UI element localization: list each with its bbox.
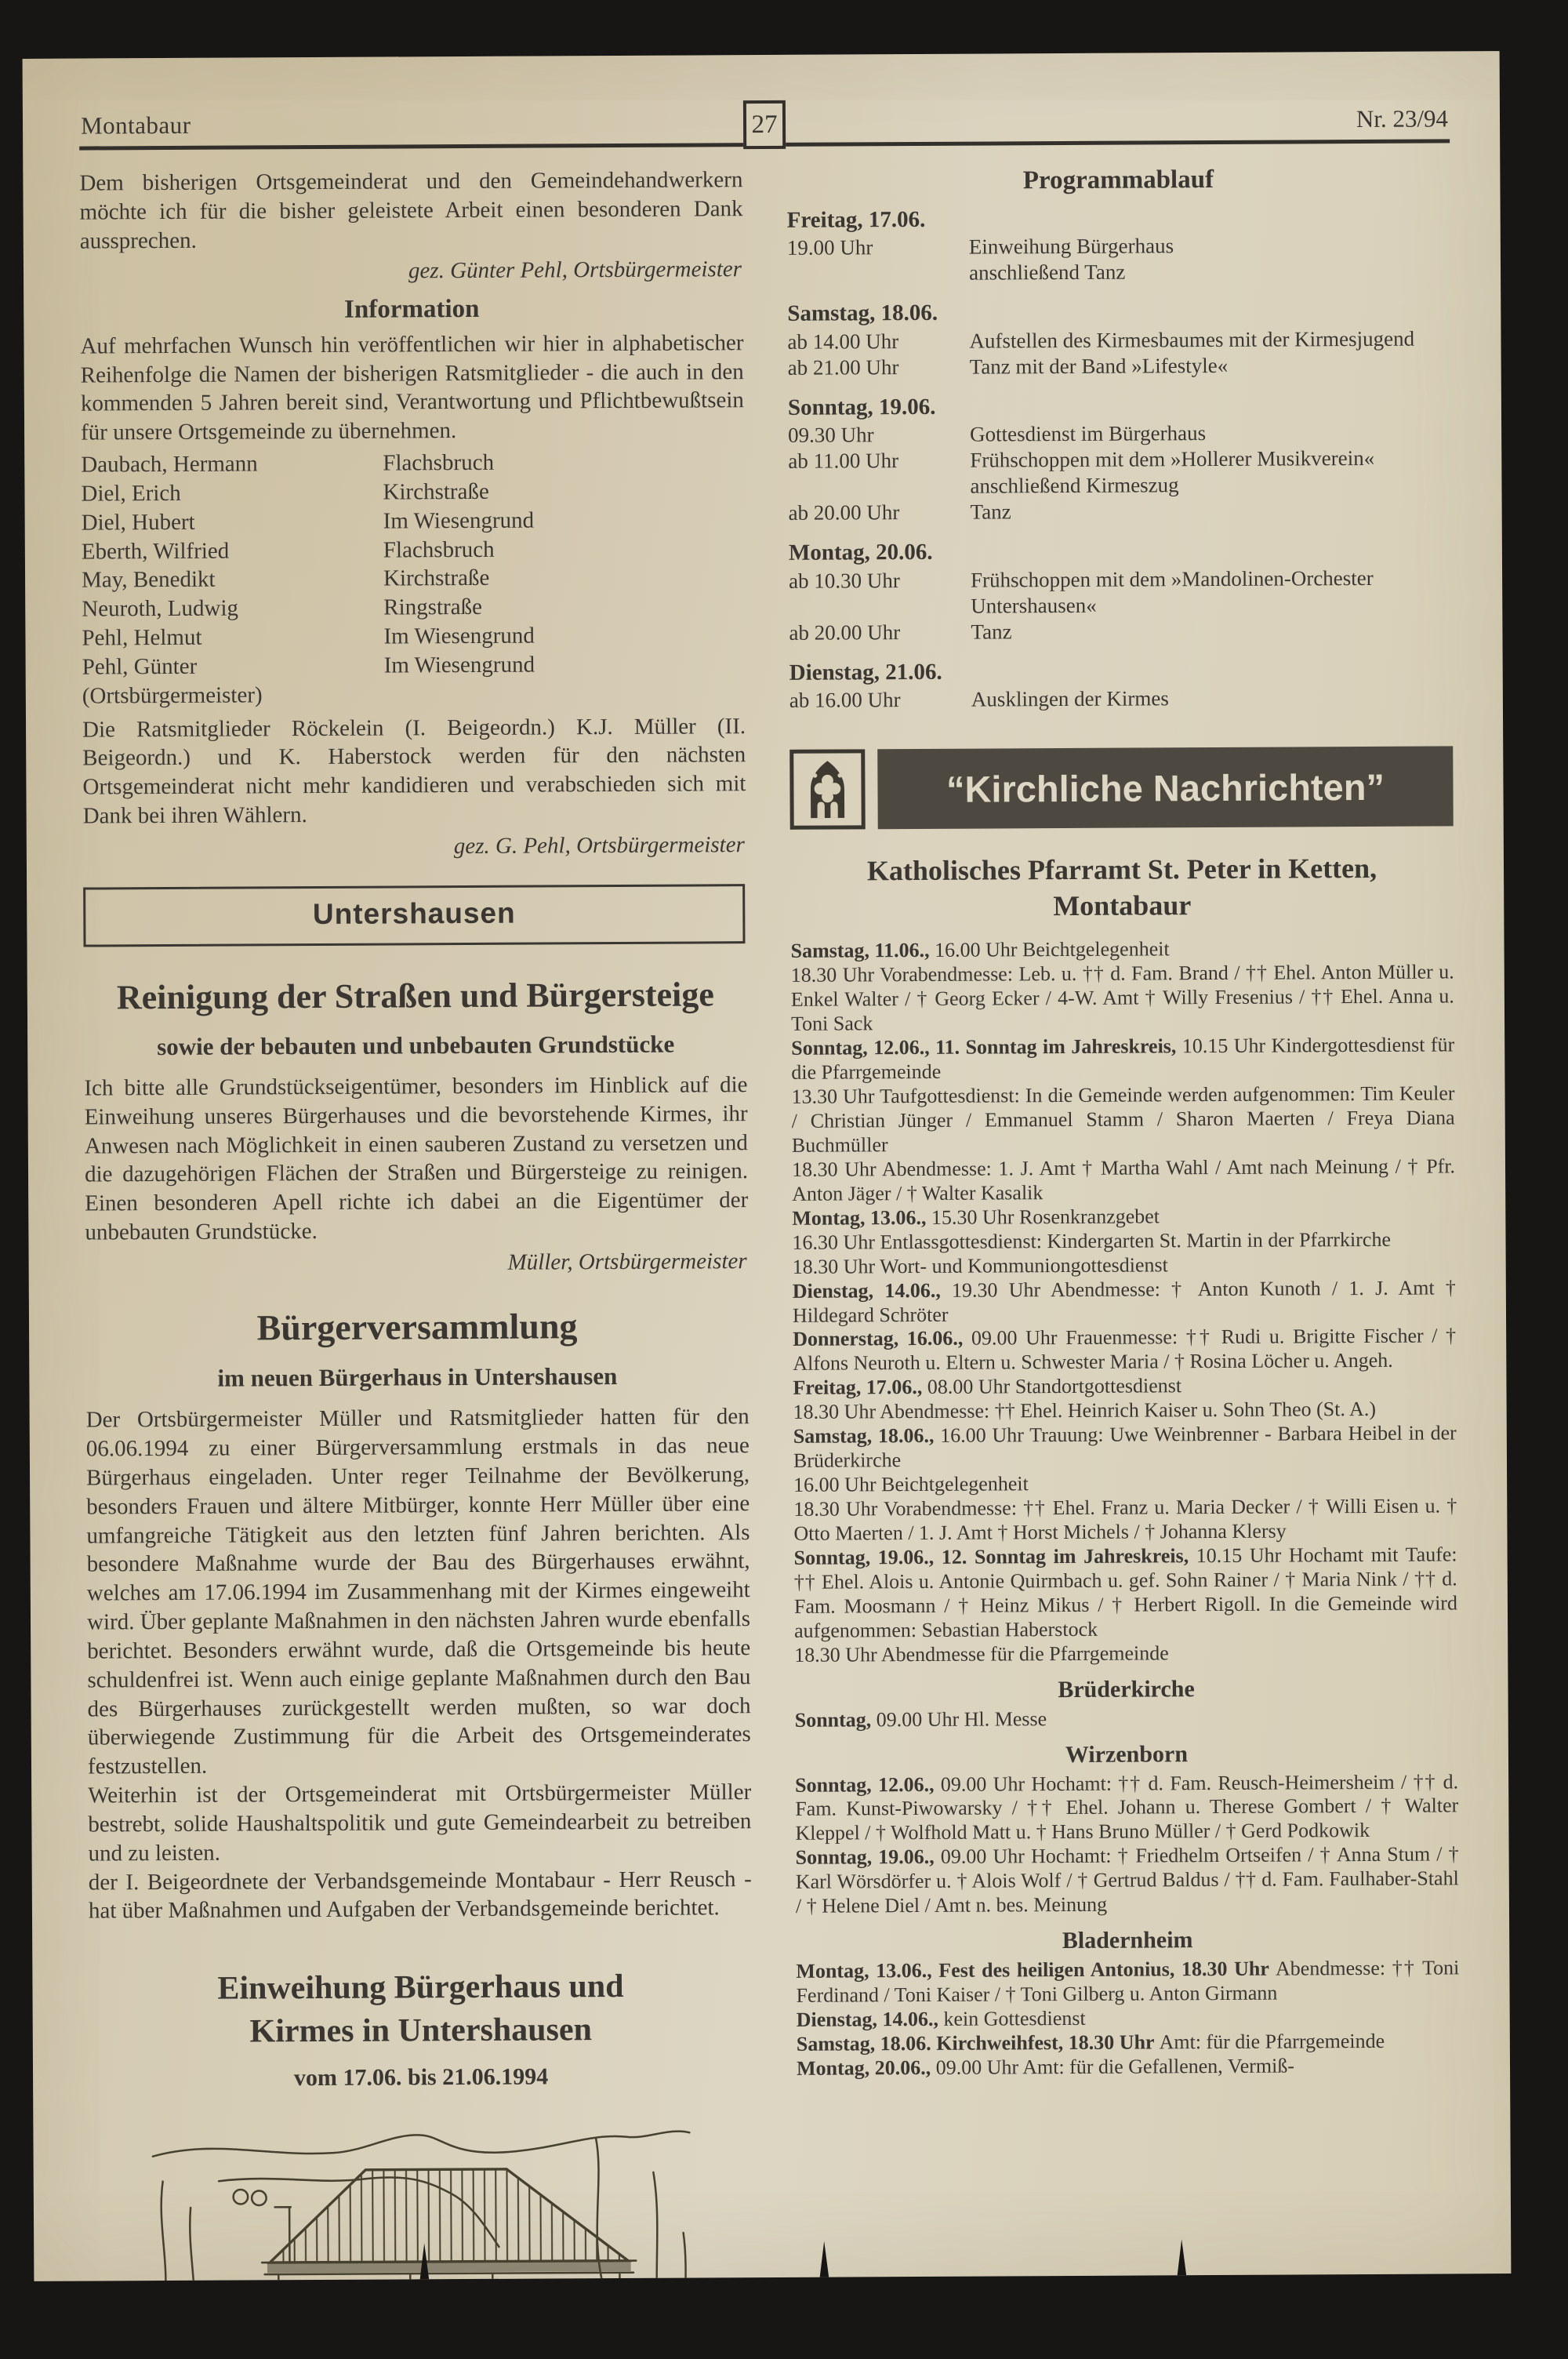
program-day-group xyxy=(788,390,1452,526)
program-day: Freitag, 17.06. xyxy=(786,206,926,233)
council-member-row xyxy=(81,447,744,479)
program-row xyxy=(787,325,1450,354)
program-time: ab 16.00 Uhr xyxy=(789,688,901,713)
program-row xyxy=(788,420,1451,449)
program-time: 09.30 Uhr xyxy=(788,423,874,448)
service-entry-day: Dienstag, 14.06., xyxy=(796,2007,944,2031)
page-number-box xyxy=(743,100,786,149)
service-entry xyxy=(793,1398,1457,1425)
program-row xyxy=(789,497,1452,526)
program-row xyxy=(789,616,1452,645)
paragraph-assembly-2: Weiterhin ist der Ortsgemeinderat mit Ortsbürgermeister Müller bestrebt, solide Haushaltspolitik und gute Gemeindearbeit zu betreiben und zu leisten. xyxy=(88,1779,752,1866)
newsletter-page xyxy=(23,51,1512,2281)
paragraph-farewell: Die Ratsmitglieder Röckelein (I. Beigeordn.) K.J. Müller (II. Beigeordn.) und K. Haberstock werden für den nächsten Ortsgemeinderat nicht mehr kandidieren und verabschieden sich mit Dank bei ihren Wählern. xyxy=(82,713,746,829)
service-entry-text: 16.00 Uhr Beichtgelegenheit xyxy=(793,1472,1029,1496)
program-row xyxy=(788,445,1451,500)
program-row xyxy=(788,351,1451,380)
service-entry-day: Sonntag, xyxy=(794,1707,877,1732)
service-entry-text: 18.30 Uhr Abendmesse: †† Ehel. Heinrich Kaiser u. Sohn Theo (St. A.) xyxy=(793,1398,1377,1424)
right-column xyxy=(786,162,1461,2281)
service-entry xyxy=(795,1705,1458,1732)
service-entry-day: Sonntag, 12.06., xyxy=(795,1772,941,1797)
service-entry-text: 09.00 Uhr Hochamt: †† d. Fam. Reusch-Heimersheim / †† d. Fam. Kunst-Piwowarsky / †† Ehel. Johann u. Therese Gombert / † Walter Kleppel / † Wolfhold Matt u. † Hans Bruno Müller / † Gerd Podkowik xyxy=(795,1769,1459,1845)
service-entry-text: 18.30 Uhr Vorabendmesse: Leb. u. †† d. Fam. Brand / †† Ehel. Anton Müller u. Enkel Walter / † Georg Ecker / 4-W. Amt † Willy Fresenius / †† Ehel. Anna u. Toni Sack xyxy=(790,960,1454,1036)
council-member-row xyxy=(81,476,744,508)
service-entry-text: 16.00 Uhr Beichtgelegenheit xyxy=(934,937,1170,962)
service-entry xyxy=(792,1154,1455,1206)
program-day: Dienstag, 21.06. xyxy=(789,659,942,685)
service-entry xyxy=(790,936,1454,964)
service-entry-text: 10.15 Uhr Kindergottesdienst für die Pfarrgemeinde xyxy=(791,1033,1455,1084)
service-entry xyxy=(796,1957,1459,2008)
member-street: Ringstraße xyxy=(383,594,483,620)
header-edition: Nr. 23/94 xyxy=(1356,104,1449,133)
heading-street-cleaning: Reinigung der Straßen und Bürgersteige xyxy=(116,974,714,1016)
council-member-row xyxy=(82,563,745,595)
council-member-row xyxy=(82,591,745,623)
paragraph-information: Auf mehrfachen Wunsch hin veröffentlichen wir hier in alphabetischer Reihenfolge die Namen der bisherigen Ratsmitglieder - die auch in den kommenden 5 Jahren bereit sind, Verantwortung und Pflichtbewußtsein für unsere Ortsgemeinde zu übernehmen. xyxy=(80,329,744,445)
program-day-group xyxy=(789,655,1453,714)
program-time: 19.00 Uhr xyxy=(786,235,873,260)
paragraph-assembly-3: der I. Beigeordnete der Verbandsgemeinde Montabaur - Herr Reusch - hat über Maßnahmen und Aufgaben der Verbandsgemeinde berichtet. xyxy=(88,1866,752,1924)
banner-title: “Kirchliche Nachrichten” xyxy=(946,765,1385,810)
service-entry-text: 15.30 Uhr Rosenkranzgebet xyxy=(931,1205,1160,1229)
service-entry-day: Sonntag, 19.06., xyxy=(795,1845,941,1870)
program-row xyxy=(789,685,1453,714)
service-entry-text: 19.30 Uhr Abendmesse: † Anton Kunoth / 1. J. Amt † Hildegard Schröter xyxy=(792,1275,1456,1327)
subsection-title: Bladernheim xyxy=(1062,1927,1193,1954)
subsection-title: Brüderkirche xyxy=(1058,1675,1195,1703)
signature-cleaning: Müller, Ortsbürgermeister xyxy=(507,1249,747,1275)
service-entry xyxy=(793,1276,1456,1328)
page-number: 27 xyxy=(751,110,778,139)
service-entry-text: Amt: für die Pfarrgemeinde xyxy=(1159,2029,1385,2054)
church-subsection xyxy=(795,1739,1459,1919)
council-member-row xyxy=(82,534,745,566)
program-day-group xyxy=(787,296,1451,381)
program-time: ab 20.00 Uhr xyxy=(789,620,901,645)
service-entry xyxy=(793,1470,1457,1497)
program-description: Ausklingen der Kirmes xyxy=(971,686,1169,711)
program-time: ab 11.00 Uhr xyxy=(788,449,899,474)
service-entry-text: 09.00 Uhr Hl. Messe xyxy=(876,1707,1047,1731)
council-member-row xyxy=(82,649,746,682)
member-name: Daubach, Hermann xyxy=(81,451,258,478)
member-name: May, Benedikt xyxy=(81,567,216,593)
kirmes-date-range: vom 17.06. bis 21.06.1994 xyxy=(293,2063,549,2092)
subheading-street-cleaning: sowie der bebauten und unbebauten Grundstücke xyxy=(157,1030,675,1060)
program-day: Sonntag, 19.06. xyxy=(787,394,936,420)
service-entry-day: Freitag, 17.06., xyxy=(793,1376,927,1400)
program-description: Frühschoppen mit dem »Mandolinen-Orchester Untershausen« xyxy=(971,565,1374,618)
service-entry xyxy=(797,2053,1460,2081)
member-name: Diel, Erich xyxy=(81,480,181,507)
service-entry-text: 18.30 Uhr Vorabendmesse: †† Ehel. Franz u. Maria Decker / † Willi Eisen u. † Otto Maerten / 1. J. Amt † Horst Michels / † Johanna Klersy xyxy=(793,1494,1457,1545)
church-subsection xyxy=(796,1925,1460,2081)
service-entry xyxy=(794,1543,1458,1643)
heading-parish-line2: Montabaur xyxy=(1053,889,1192,922)
service-entry xyxy=(791,961,1454,1037)
service-entry xyxy=(797,2029,1460,2056)
program-description: Frühschoppen mit dem »Hollerer Musikverein« anschließend Kirmeszug xyxy=(970,446,1375,498)
service-entry-day: Montag, 20.06., xyxy=(796,2055,936,2080)
service-entry xyxy=(793,1373,1456,1401)
service-entry-text: 16.30 Uhr Entlassgottesdienst: Kindergarten St. Martin in der Pfarrkirche xyxy=(792,1227,1392,1254)
service-entry-text: kein Gottesdienst xyxy=(943,2006,1086,2030)
banner-title-bar xyxy=(877,747,1454,830)
program-description: Tanz xyxy=(970,500,1011,524)
program-description: Tanz mit der Band »Lifestyle« xyxy=(969,353,1229,379)
program-row xyxy=(789,565,1452,620)
service-entry-day: Samstag, 18.06. Kirchweihfest, 18.30 Uhr xyxy=(796,2030,1160,2055)
program-time: ab 20.00 Uhr xyxy=(788,500,900,525)
service-entry xyxy=(794,1640,1457,1667)
member-name: Neuroth, Ludwig xyxy=(82,595,239,622)
member-name: (Ortsbürgermeister) xyxy=(82,682,263,709)
heading-assembly: Bürgerversammlung xyxy=(256,1305,578,1348)
council-member-row xyxy=(82,620,745,652)
service-entry-day: Samstag, 18.06., xyxy=(793,1424,941,1448)
service-entry-day: Montag, 13.06., xyxy=(792,1205,932,1230)
service-entry-text: Abendmesse: †† Toni Ferdinand / Toni Kaiser / † Toni Gilberg u. Anton Girmann xyxy=(796,1956,1460,2007)
member-name: Pehl, Helmut xyxy=(82,624,202,651)
service-entry xyxy=(791,1034,1454,1085)
service-entry-day: Donnerstag, 16.06., xyxy=(793,1327,972,1351)
church-window-icon xyxy=(789,750,866,831)
service-entry-text: 08.00 Uhr Standortgottesdienst xyxy=(927,1374,1182,1399)
church-subsection xyxy=(794,1674,1457,1732)
program-description: Aufstellen des Kirmesbaumes mit der Kirmesjugend xyxy=(969,326,1415,353)
page-header xyxy=(79,82,1450,150)
service-entry-text: 10.15 Uhr Hochamt mit Taufe: †† Ehel. Alois u. Antonie Quirmbach u. gef. Sohn Rainer / † Maria Nink / †† d. Fam. Moosmann / † Heinz Mikus / † Herbert Rigoll. In die Gemeinde wird aufgenommen: Sebastian Haberstock xyxy=(793,1543,1458,1642)
buergerhaus-sketch xyxy=(89,2095,754,2281)
program-time: ab 21.00 Uhr xyxy=(787,354,899,380)
paragraph-thanks: Dem bisherigen Ortsgemeinderat und den Gemeindehandwerkern möchte ich für die bisher geleistete Arbeit einen besonderen Dank aussprechen. xyxy=(79,167,743,254)
service-entry xyxy=(795,1770,1458,1846)
member-street: Kirchstraße xyxy=(383,478,489,505)
signature-farewell: gez. G. Pehl, Ortsbürgermeister xyxy=(453,831,745,859)
program-description: Einweihung Bürgerhaus anschließend Tanz xyxy=(968,234,1174,285)
program-day: Montag, 20.06. xyxy=(788,540,933,565)
council-member-row xyxy=(82,505,745,537)
member-street: Flachsbruch xyxy=(383,449,495,476)
council-member-row xyxy=(82,678,746,711)
service-entry-text: 18.30 Uhr Wort- und Kommuniongottesdienst xyxy=(792,1252,1168,1278)
member-street: Im Wiesengrund xyxy=(383,507,535,534)
service-entry xyxy=(797,2005,1460,2032)
header-place: Montabaur xyxy=(80,111,191,140)
service-entry-text: 16.00 Uhr Trauung: Uwe Weinbrenner - Barbara Heibel in der Brüderkirche xyxy=(793,1421,1457,1472)
signature-thanks: gez. Günter Pehl, Ortsbürgermeister xyxy=(408,256,742,284)
program-schedule xyxy=(787,202,1453,714)
heading-kirmes-line1: Einweihung Bürgerhaus und xyxy=(217,1968,624,2007)
service-entry xyxy=(793,1252,1456,1279)
program-day: Samstag, 18.06. xyxy=(787,300,938,327)
church-subsections xyxy=(794,1674,1460,2081)
service-entry-text: 09.00 Uhr Hochamt: † Friedhelm Ortseifen / † Anna Stum / † Karl Wörsdörfer u. † Alois Wolf / † Gertrud Baldus / †† d. Fam. Faulhaber-Stahl / † Helene Diel / Amt n. bes. Meinung xyxy=(795,1842,1459,1918)
council-member-list xyxy=(81,447,746,711)
service-entry-text: 18.30 Uhr Abendmesse: 1. J. Amt † Martha Wahl / Amt nach Meinung / † Pfr. Anton Jäger / † Walter Kasalik xyxy=(791,1154,1456,1205)
service-entry xyxy=(792,1203,1455,1230)
left-column xyxy=(79,165,754,2281)
service-entry xyxy=(793,1422,1457,1474)
heading-information: Information xyxy=(344,295,480,324)
service-entry-text: 09.00 Uhr Amt: für die Gefallenen, Vermiß- xyxy=(935,2054,1295,2079)
program-time: ab 14.00 Uhr xyxy=(787,329,899,354)
program-row xyxy=(787,232,1450,287)
member-name: Diel, Hubert xyxy=(81,509,195,536)
heading-program: Programmablauf xyxy=(1022,165,1214,195)
member-name: Pehl, Günter xyxy=(82,653,198,680)
program-day-group xyxy=(789,536,1453,646)
kirchliche-nachrichten-banner xyxy=(789,747,1454,830)
member-street: Kirchstraße xyxy=(383,565,490,591)
service-entry xyxy=(793,1494,1457,1546)
heading-kirmes xyxy=(89,1965,753,2054)
service-entry-day: Samstag, 11.06., xyxy=(790,939,935,963)
service-entry xyxy=(793,1325,1456,1376)
program-description: Gottesdienst im Bürgerhaus xyxy=(970,421,1207,447)
service-entry-day: Montag, 13.06., Fest des heiligen Antonius, 18.30 Uhr xyxy=(796,1957,1276,1983)
service-entry-day: Sonntag, 19.06., 12. Sonntag im Jahreskreis, xyxy=(793,1544,1196,1569)
service-entry xyxy=(792,1227,1455,1255)
service-entry-day: Dienstag, 14.06., xyxy=(792,1278,953,1303)
member-street: Im Wiesengrund xyxy=(383,652,535,678)
service-entry-text: 18.30 Uhr Abendmesse für die Pfarrgemeinde xyxy=(794,1641,1169,1667)
member-name: Eberth, Wilfried xyxy=(81,538,230,565)
program-time: ab 10.30 Uhr xyxy=(789,568,900,593)
service-entry-text: 13.30 Uhr Taufgottesdienst: In die Gemeinde werden aufgenommen: Tim Keuler / Christian Jünger / Emmanuel Stamm / Sharon Maerten / Freya Diana Buchmüller xyxy=(791,1081,1455,1157)
service-entry xyxy=(796,1843,1459,1919)
service-entry-day: Sonntag, 12.06., 11. Sonntag im Jahreskreis, xyxy=(791,1034,1182,1060)
member-street: Im Wiesengrund xyxy=(383,623,535,649)
subsection-title: Wirzenborn xyxy=(1065,1740,1189,1768)
service-entries xyxy=(790,936,1457,1668)
heading-parish xyxy=(790,850,1454,926)
paragraph-street-cleaning: Ich bitte alle Grundstückseigentümer, besonders im Hinblick auf die Einweihung unseres Bürgerhauses und die bevorstehende Kirmes, ihr Anwesen nach Möglichkeit in einen sauberen Zustand zu versetzen und die dazugehörigen Flächen der Straßen und Bürgersteige zu reinigen. Einen besonderen Apell richte ich dabei an die Eigentümer der unbebauten Grundstücke. xyxy=(84,1072,749,1245)
heading-kirmes-line2: Kirmes in Untershausen xyxy=(249,2012,593,2050)
member-street: Flachsbruch xyxy=(383,536,495,563)
heading-parish-line1: Katholisches Pfarramt St. Peter in Ketten, xyxy=(866,852,1377,887)
paragraph-assembly-1: Der Ortsbürgermeister Müller und Ratsmitglieder hatten für den 06.06.1994 zu einer Bürgerversammlung erstmals in das neue Bürgerhaus eingeladen. Unter reger Teilnahme der Bevölkerung, besonders Frauen und ältere Mitbürger, konnte Herr Müller über eine umfangreiche Tätigkeit aus den letzten fünf Jahren berichten. Als besondere Maßnahme wurde der Bau des Bürgerhauses erwähnt, welches am 17.06.1994 im Zusammenhang mit der Kirmes eingeweiht wird. Über geplante Maßnahmen in den nächsten Jahren wurde ebenfalls berichtet. Besonders erwähnt wurde, daß die Ortsgemeinde bis heute schuldenfrei ist. Wenn auch einige geplante Maßnahmen durch den Bau des Bürgerhauses zurückgestellt werden mußten, so war doch überwiegende Zustimmung für die Arbeit des Ortsgemeinderates festzustellen. xyxy=(85,1404,751,1779)
subheading-assembly: im neuen Bürgerhaus in Untershausen xyxy=(217,1362,618,1392)
service-entry-text: 09.00 Uhr Frauenmesse: †† Rudi u. Brigitte Fischer / † Alfons Neuroth u. Eltern u. Schwester Maria / † Rosina Löcher u. Angeh. xyxy=(793,1324,1457,1376)
service-entry xyxy=(791,1081,1454,1158)
program-description: Tanz xyxy=(971,620,1012,644)
untershausen-section-box: Untershausen xyxy=(83,884,745,947)
program-day-group xyxy=(787,202,1451,287)
